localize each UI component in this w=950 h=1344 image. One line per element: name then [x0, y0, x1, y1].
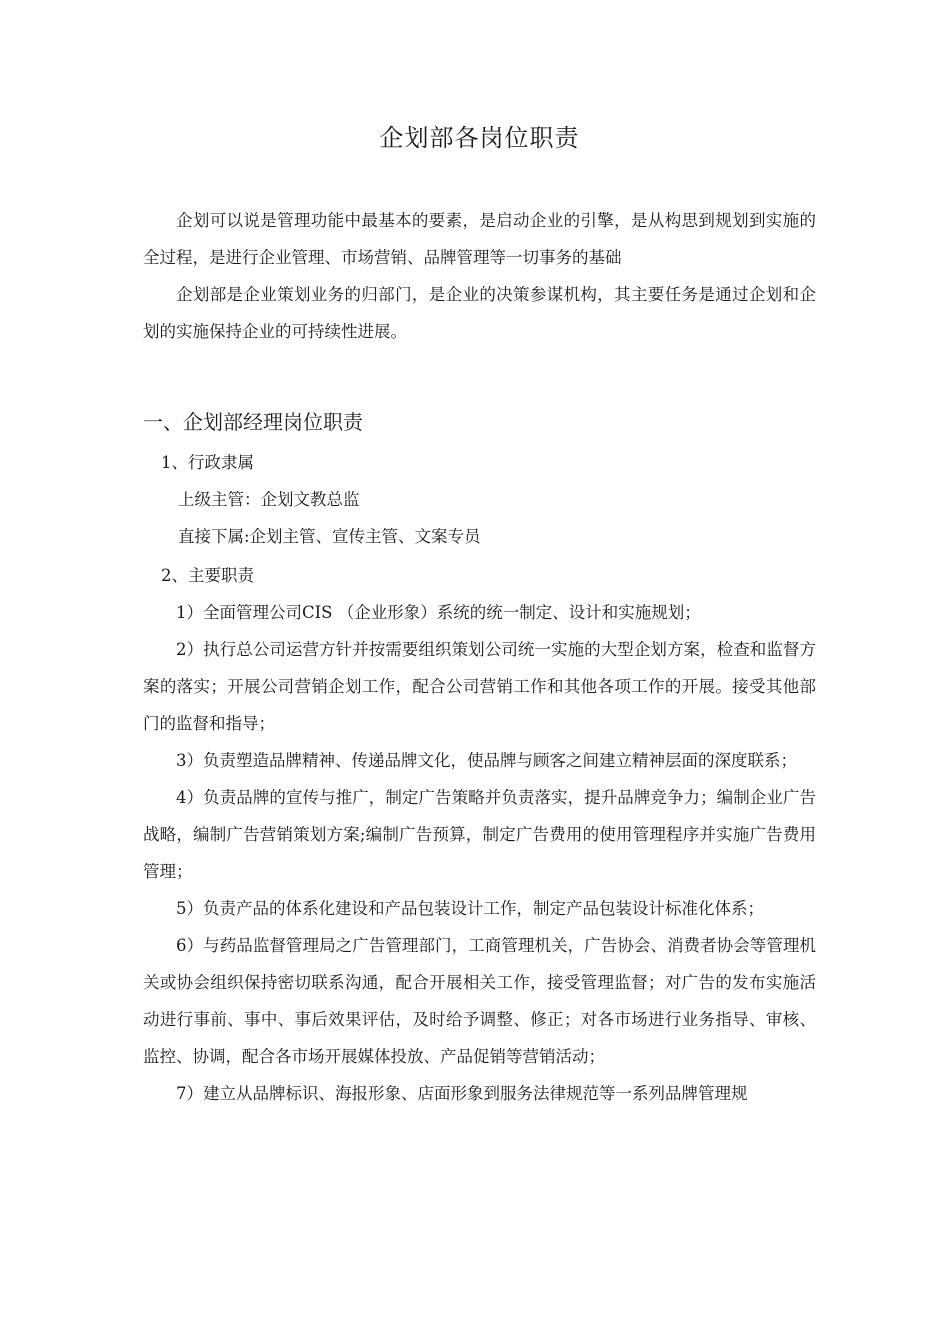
- sub-heading-admin: 1、行政隶属: [161, 453, 254, 472]
- intro-paragraph: 企划可以说是管理功能中最基本的要素，是启动企业的引擎，是从构思到规划到实施的全过程，是进行企业管理、市场营销、品牌管理等一切事务的基础: [143, 211, 816, 267]
- duty-item: 3）负责塑造品牌精神、传递品牌文化，使品牌与顾客之间建立精神层面的深度联系；: [176, 751, 797, 770]
- intro-paragraph: 企划部是企业策划业务的归部门，是企业的决策参谋机构，其主要任务是通过企划和企划的实施保持企业的可持续性进展。: [143, 285, 816, 341]
- supervisor-line: 上级主管：企划文教总监: [178, 490, 360, 509]
- duty-item: 6）与药品监督管理局之广告管理部门，工商管理机关，广告协会、消费者协会等管理机关或协会组织保持密切联系沟通，配合开展相关工作，接受管理监督；对广告的发布实施活动进行事前、事中、事后效果评估，及时给予调整、修正；对各市场进行业务指导、审核、监控、协调，配合各市场开展媒体投放、产品促销等营销活动；: [143, 936, 816, 1066]
- duty-item: 7）建立从品牌标识、海报形象、店面形象到服务法律规范等一系列品牌管理规: [176, 1084, 748, 1103]
- page-title: 企划部各岗位职责: [379, 124, 580, 152]
- duty-item: 2）执行总公司运营方针并按需要组织策划公司统一实施的大型企划方案，检查和监督方案的落实；开展公司营销企划工作，配合公司营销工作和其他各项工作的开展。接受其他部门的监督和指导；: [143, 640, 816, 733]
- sub-heading-duties: 2、主要职责: [161, 566, 254, 585]
- subordinates-line: 直接下属:企划主管、宣传主管、文案专员: [178, 527, 481, 546]
- section-heading: 一、企划部经理岗位职责: [143, 410, 363, 434]
- duty-item: 1）全面管理公司CIS （企业形象）系统的统一制定、设计和实施规划；: [176, 603, 701, 622]
- intro-section: [143, 202, 816, 350]
- duty-item: 5）负责产品的体系化建设和产品包装设计工作，制定产品包装设计标准化体系；: [176, 899, 764, 918]
- duty-item: 4）负责品牌的宣传与推广，制定广告策略并负责落实，提升品牌竞争力；编制企业广告战略，编制广告营销策划方案;编制广告预算，制定广告费用的使用管理程序并实施广告费用管理；: [143, 788, 816, 881]
